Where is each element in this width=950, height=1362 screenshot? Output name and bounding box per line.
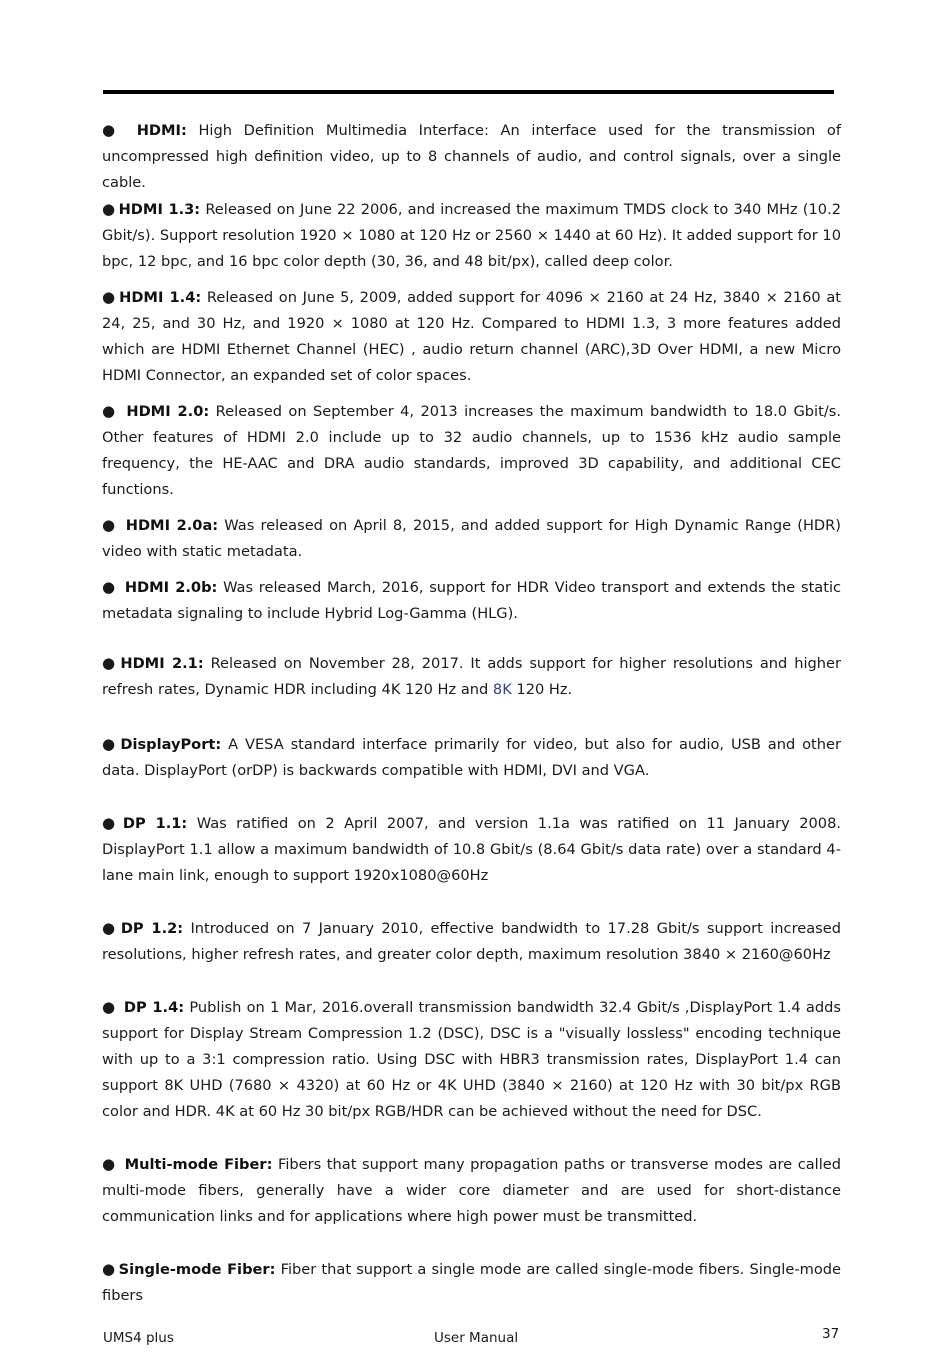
definition: Introduced on 7 January 2010, effective bandwidth to 17.28 Gbit/s support increased resolutions, higher refresh rates, and greater color depth, maximum resolution 3840 × 2160@60Hz: [102, 920, 842, 963]
bullet-icon: ●: [102, 998, 116, 1016]
glossary-item-single-mode-fiber: [102, 1256, 841, 1309]
bullet-icon: ●: [102, 578, 117, 596]
bullet-icon: ●: [102, 121, 123, 139]
term: DisplayPort:: [120, 736, 222, 753]
footer-product: UMS4 plus: [103, 1330, 174, 1346]
glossary-item-dp-1-2: [102, 915, 841, 968]
glossary-item-hdmi-2-0: [102, 398, 841, 503]
definition: Was released March, 2016, support for HDR Video transport and extends the static metadata signaling to include Hybrid Log-Gamma (HLG).: [102, 579, 842, 622]
term: HDMI 1.4:: [119, 289, 202, 306]
bullet-icon: ●: [102, 1155, 116, 1173]
definition: High Definition Multimedia Interface: An interface used for the transmission of uncompressed high definition video, up to 8 channels of audio, and control signals, over a single cable.: [102, 122, 841, 191]
bullet-icon: ●: [102, 288, 117, 306]
glossary-content: [102, 117, 841, 1309]
glossary-item-hdmi-2-1: [102, 650, 841, 703]
definition: Fiber that support a single mode are called single-mode fibers. Single-mode fibers: [102, 1261, 841, 1304]
glossary-item-hdmi-2-0a: [102, 512, 841, 565]
glossary-item-multi-mode-fiber: [102, 1151, 841, 1230]
definition: Fibers that support many propagation paths or transverse modes are called multi-mode fibers, generally have a wider core diameter and are used for short-distance communication links and for applications where high power must be transmitted.: [102, 1156, 842, 1225]
term: Multi-mode Fiber:: [124, 1156, 273, 1173]
header-rule: [103, 90, 834, 94]
definition: Was ratified on 2 April 2007, and version 1.1a was ratified on 11 January 2008. DisplayPort 1.1 allow a maximum bandwidth of 10.8 Gbit/s (8.64 Gbit/s data rate) over a standard 4-lane main link, enough to support 1920x1080@60Hz: [102, 815, 842, 884]
term: DP 1.4:: [123, 999, 185, 1016]
glossary-item-dp-1-4: [102, 994, 841, 1125]
term: HDMI 1.3:: [118, 201, 201, 218]
page-number: 37: [822, 1326, 840, 1342]
glossary-item-hdmi: [102, 117, 841, 196]
glossary-item-hdmi-1-3: [102, 196, 841, 275]
glossary-item-displayport: [102, 731, 841, 784]
link-8k[interactable]: 8K: [492, 681, 512, 698]
definition: Released on September 4, 2013 increases the maximum bandwidth to 18.0 Gbit/s. Other features of HDMI 2.0 include up to 32 audio channels, up to 1536 kHz audio sample frequency, the HE-AAC and DRA audio standards, improved 3D capability, and additional CEC functions.: [102, 403, 841, 498]
term: HDMI 2.1:: [120, 655, 204, 672]
term: DP 1.2:: [120, 920, 184, 937]
term: HDMI:: [136, 122, 187, 139]
glossary-item-hdmi-2-0b: [102, 574, 841, 627]
term: HDMI 2.0a:: [125, 517, 219, 534]
definition: Released on November 28, 2017. It adds support for higher resolutions and higher refresh rates, Dynamic HDR including 4K 120 Hz and: [102, 655, 841, 698]
definition: Released on June 5, 2009, added support for 4096 × 2160 at 24 Hz, 3840 × 2160 at 24, 25, and 30 Hz, and 1920 × 1080 at 120 Hz. Compared to HDMI 1.3, 3 more features added which are HDMI Ethernet Channel (HEC) , audio return channel (ARC),3D Over HDMI, a new Micro HDMI Connector, an expanded set of color spaces.: [102, 289, 841, 384]
term: HDMI 2.0:: [126, 403, 210, 420]
definition: Publish on 1 Mar, 2016.overall transmission bandwidth 32.4 Gbit/s ,DisplayPort 1.4 adds support for Display Stream Compression 1.2 (DSC), DSC is a "visually lossless" encoding technique with up to a 3:1 compression ratio. Using DSC with HBR3 transmission rates, DisplayPort 1.4 can support 8K UHD (7680 × 4320) at 60 Hz or 4K UHD (3840 × 2160) at 120 Hz with 30 bit/px RGB color and HDR. 4K at 60 Hz 30 bit/px RGB/HDR can be achieved without the need for DSC.: [102, 999, 842, 1120]
definition: Released on June 22 2006, and increased the maximum TMDS clock to 340 MHz (10.2 Gbit/s). Support resolution 1920 × 1080 at 120 Hz or 2560 × 1440 at 60 Hz). It added support for 10 bpc, 12 bpc, and 16 bpc color depth (30, 36, and 48 bit/px), called deep color.: [102, 201, 841, 270]
bullet-icon: ●: [102, 200, 116, 218]
definition: Was released on April 8, 2015, and added support for High Dynamic Range (HDR) video with static metadata.: [102, 517, 841, 560]
glossary-item-hdmi-1-4: [102, 284, 841, 389]
term: DP 1.1:: [122, 815, 188, 832]
bullet-icon: ●: [102, 919, 118, 937]
bullet-icon: ●: [102, 516, 117, 534]
bullet-icon: ●: [102, 814, 120, 832]
bullet-icon: ●: [102, 402, 117, 420]
term: Single-mode Fiber:: [118, 1261, 276, 1278]
term: HDMI 2.0b:: [124, 579, 218, 596]
footer-manual-title: User Manual: [434, 1330, 519, 1346]
bullet-icon: ●: [102, 735, 118, 753]
bullet-icon: ●: [102, 1260, 116, 1278]
definition: A VESA standard interface primarily for video, but also for audio, USB and other data. DisplayPort (orDP) is backwards compatible with HDMI, DVI and VGA.: [102, 736, 841, 779]
glossary-item-dp-1-1: [102, 810, 841, 889]
bullet-icon: ●: [102, 654, 118, 672]
definition-end: 120 Hz.: [516, 681, 573, 698]
